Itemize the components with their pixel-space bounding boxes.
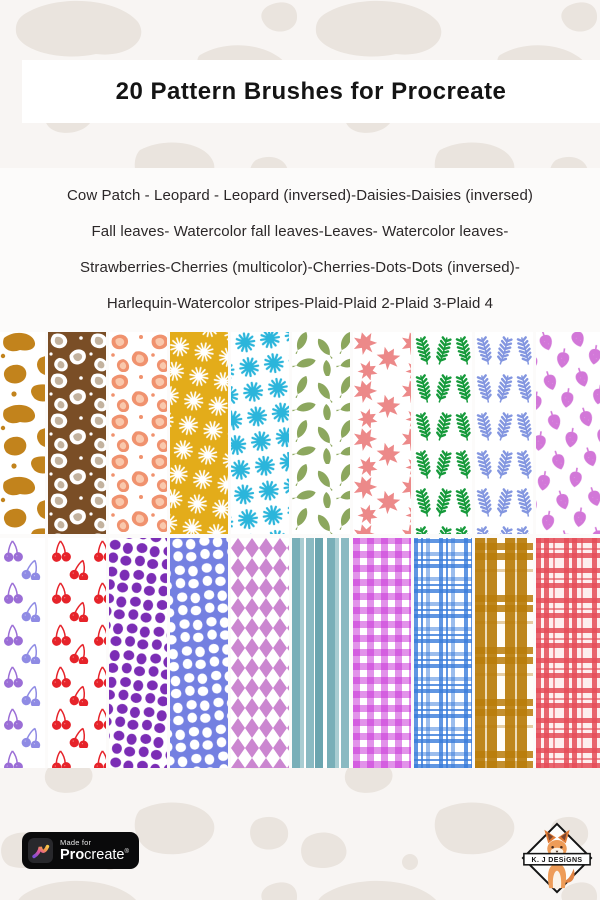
swatch-harlequin [231, 538, 289, 768]
swatch-plaid-3 [475, 538, 533, 768]
registered-mark: ® [124, 849, 129, 856]
swatch-plaid-2 [414, 538, 472, 768]
procreate-badge-text [60, 839, 129, 863]
swatch-cherries-multicolor [0, 538, 45, 768]
pattern-name-list [0, 178, 600, 322]
pattern-list-line: Cow Patch - Leopard - Leopard (inversed)-Daisies-Daisies (inversed) [66, 187, 534, 204]
swatch-watercolor-leaves [475, 332, 533, 534]
title-banner [22, 60, 600, 123]
procreate-logo-icon [28, 838, 53, 863]
swatch-daisies [170, 332, 228, 534]
swatch-plaid-4 [536, 538, 600, 768]
made-for-label: Made for [60, 837, 92, 847]
swatch-dots-inversed [170, 538, 228, 768]
swatch-daisies-inversed [231, 332, 289, 534]
swatch-dots [109, 538, 167, 768]
pattern-list-line: Fall leaves- Watercolor fall leaves-Leaves- Watercolor leaves- [91, 223, 509, 240]
pattern-list-line: Harlequin-Watercolor stripes-Plaid-Plaid 2-Plaid 3-Plaid 4 [106, 295, 494, 312]
swatch-row-1 [0, 332, 600, 534]
page-title: 20 Pattern Brushes for Procreate [115, 77, 507, 105]
kj-designs-logo [520, 821, 594, 895]
pattern-list-line: Strawberries-Cherries (multicolor)-Cherries-Dots-Dots (inversed)- [80, 259, 520, 276]
swatch-leopard-inversed [109, 332, 167, 534]
kj-designs-label: K. J DESiGNS [531, 857, 583, 865]
swatch-watercolor-stripes [292, 538, 350, 768]
swatch-watercolor-fall-leaves [353, 332, 411, 534]
swatch-leopard [48, 332, 106, 534]
swatch-cherries [48, 538, 106, 768]
swatch-strawberries [536, 332, 600, 534]
swatch-row-2 [0, 538, 600, 768]
swatch-fall-leaves [292, 332, 350, 534]
swatch-leaves [414, 332, 472, 534]
swatch-plaid [353, 538, 411, 768]
procreate-brand-label: Procreate® [60, 847, 129, 863]
made-for-procreate-badge [22, 832, 139, 869]
swatch-cow-patch [0, 332, 45, 534]
